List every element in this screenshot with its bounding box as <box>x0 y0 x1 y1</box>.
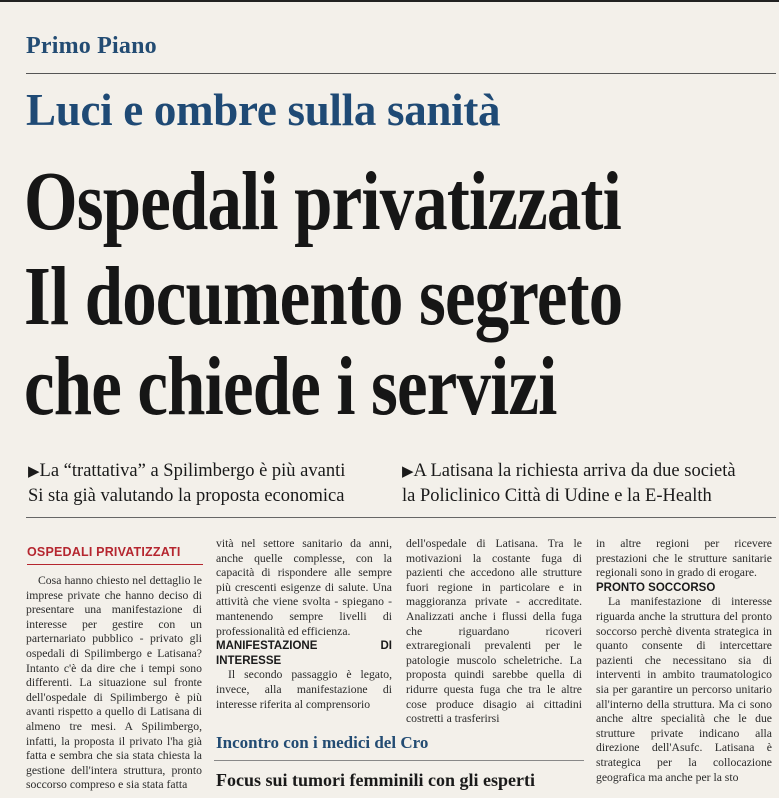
article-tag-underline <box>27 564 203 565</box>
box-headline: Focus sui tumori femminili con gli esperti <box>216 770 535 790</box>
column-1-paragraph: Cosa hanno chiesto nel dettaglio le imprese private che hanno deciso di presentare una manifestazione di interesse per gestire con un parternariato pubblico - privato gli ospedali di Spilimbergo e Latisana? Intanto c'è da dire che i tempi sono differenti. La situazione sul fronte dell'ospedale di Spilimbergo è più avanti rispetto a quello di Latisana di almeno tre mesi. A Spilimbergo, infatti, la proposta il privato l'ha già fatta e sembra che sia stata chiesta la gestione dell'intera struttura, pronto soccorso compreso e sia stata fatta <box>26 574 202 792</box>
box-title: Incontro con i medici del Cro <box>216 733 429 752</box>
article-column-3 <box>406 537 582 727</box>
column-3-paragraph: dell'ospedale di Latisana. Tra le motivazioni la costante fuga di pazienti che accedono alle strutture fuori regione in particolare e in maggioranza private - accreditate. Analizzati anche i flussi della fuga che riguardano ricoveri extraregionali prevalenti per le patologie muscolo scheletriche. La proposta quindi sarebbe quella di ridurre questa fuga che tra le altre cose produce disagio ai cittadini costretti a trasferirsi <box>406 537 582 726</box>
article-column-2 <box>216 537 392 712</box>
subhead-left-1 <box>28 461 345 482</box>
subhead-divider <box>26 517 776 518</box>
headline-line-1: Ospedali privatizzati <box>24 155 621 248</box>
column-2-subhead: MANIFESTAZIONE DI INTERESSE <box>216 640 392 667</box>
headline-line-2: Il documento segreto <box>24 250 623 343</box>
article-column-4 <box>596 537 772 785</box>
section-divider <box>26 73 776 74</box>
subhead-left-1-text: La “trattativa” a Spilimbergo è più avanti <box>39 461 346 481</box>
subhead-right-2: la Policlinico Città di Udine e la E-Health <box>402 486 712 506</box>
column-4-paragraph-2: La manifestazione di interesse riguarda anche la struttura del pronto soccorso perchè diventa strategica in quanto consente di intercettare pazienti che necessitano sia di interventi in ambito traumatologico sia per garantire un percorso unitario all'interno della struttura. Ma ci sono anche altre specialità che le due strutture private indicano alla direzione dell'Asufc. Latisana è strategica per la collocazione geografica ma anche per la sto <box>596 595 772 784</box>
subhead-right-1-text: A Latisana la richiesta arriva da due società <box>413 461 736 481</box>
column-4-subhead: PRONTO SOCCORSO <box>596 581 716 594</box>
subhead-left-2: Si sta già valutando la proposta economica <box>28 486 345 506</box>
article-column-1 <box>26 574 202 793</box>
arrow-icon: ▶ <box>28 464 40 480</box>
box-divider <box>214 760 584 761</box>
kicker-title: Luci e ombre sulla sanità <box>26 85 501 135</box>
column-4-paragraph-1: in altre regioni per ricevere prestazioni che le strutture sanitarie regionali sono in grado di erogare. <box>596 537 772 580</box>
headline-line-3: che chiede i servizi <box>24 340 557 433</box>
top-rule <box>0 0 779 2</box>
column-2-paragraph-1: vità nel settore sanitario da anni, anche quelle complesse, con la capacità di rispondere alle sempre più crescenti esigenze di salute. Una attività che viene svolta - spiegano - mantenendo sempre livelli di professionalità ed efficienza. <box>216 537 392 638</box>
column-2-paragraph-2: Il secondo passaggio è legato, invece, alla manifestazione di interesse riferita al comprensorio <box>216 668 392 711</box>
arrow-icon: ▶ <box>402 464 414 480</box>
article-tag: OSPEDALI PRIVATIZZATI <box>27 545 181 559</box>
subhead-right-1 <box>402 461 736 482</box>
section-label: Primo Piano <box>26 33 157 59</box>
